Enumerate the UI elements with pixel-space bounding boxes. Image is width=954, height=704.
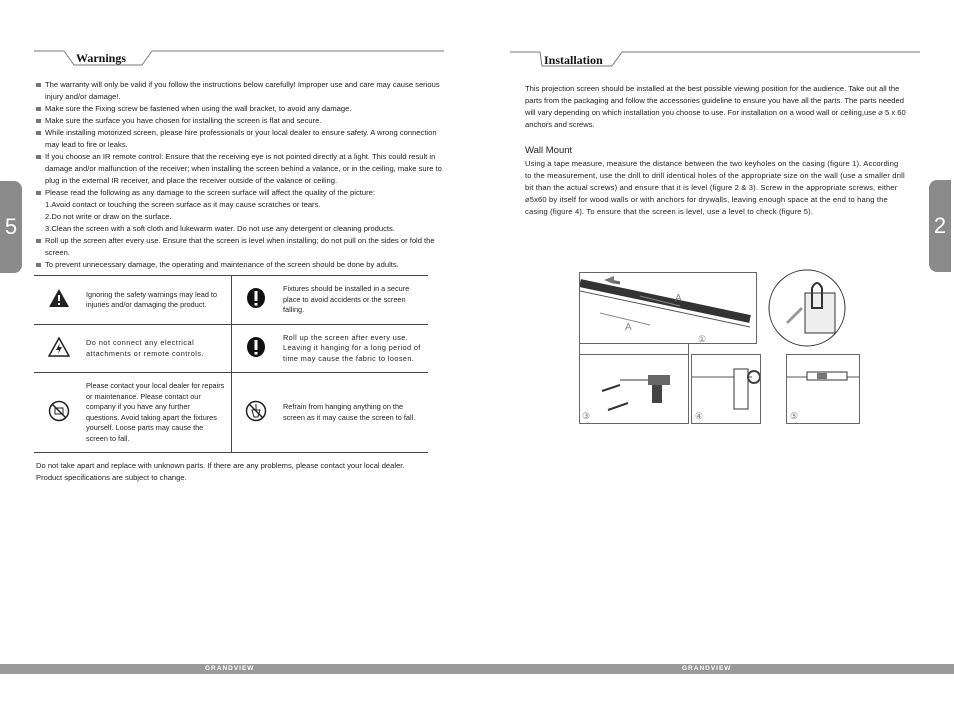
page-number-tab: 5 bbox=[0, 181, 22, 273]
table-cell: Refrain from hanging anything on the screen as it may cause the screen to fall. bbox=[281, 373, 428, 453]
dimension-label: A bbox=[625, 322, 632, 333]
warnings-list bbox=[36, 79, 448, 271]
sub-list-item: 2.Do not write or draw on the surface. bbox=[45, 212, 172, 221]
drill-illustration bbox=[580, 355, 689, 424]
table-cell: Do not connect any electrical attachments or remote controls. bbox=[84, 325, 231, 373]
bullet-icon bbox=[36, 107, 41, 111]
bullet-icon bbox=[36, 263, 41, 267]
no-disassembly-icon bbox=[34, 373, 84, 453]
casing-illustration bbox=[580, 273, 757, 344]
exclamation-circle-icon bbox=[231, 276, 281, 325]
safety-icons-table bbox=[34, 275, 428, 453]
table-row bbox=[34, 276, 428, 325]
page-number-tab: 2 bbox=[929, 180, 951, 272]
section-title: Warnings bbox=[76, 51, 127, 65]
right-page bbox=[477, 0, 954, 704]
list-item: To prevent unnecessary damage, the operating and maintenance of the screen should be done by adults. bbox=[36, 259, 448, 271]
figure-number: ④ bbox=[695, 411, 704, 421]
intro-paragraph: This projection screen should be installed at the best possible viewing position for the audience. Take out all the parts from the packaging and follow the accessories guideline to ensure you have all the parts. The parts needed will vary depending on which installation you choose to use. For installation on a wood wall or ceiling,use ⌀ 5 x 60 anchors and screws. bbox=[525, 84, 906, 129]
figure-number: ③ bbox=[582, 411, 591, 421]
warning-triangle-icon bbox=[34, 276, 84, 325]
table-row bbox=[34, 325, 428, 373]
figure-number: ⑤ bbox=[790, 411, 799, 421]
electrical-hazard-icon bbox=[34, 325, 84, 373]
figure-3-screws-drill bbox=[579, 354, 689, 424]
installation-section-header bbox=[510, 49, 920, 69]
figure-1-casing-measurement bbox=[579, 272, 757, 344]
list-item: Please read the following as any damage to the screen surface will affect the quality of the picture: bbox=[36, 187, 448, 199]
brand-logo: GRANDVIEW bbox=[682, 665, 732, 672]
keyhole-detail-zoom bbox=[757, 268, 867, 348]
sub-list-item: 1.Avoid contact or touching the screen surface as it may cause scratches or tears. bbox=[45, 200, 321, 209]
bullet-icon bbox=[36, 191, 41, 195]
dimension-label: A bbox=[675, 293, 682, 304]
bullet-icon bbox=[36, 155, 41, 159]
table-cell: Roll up the screen after every use. Leaving it hanging for a long period of time may cause the fabric to loosen. bbox=[281, 325, 428, 373]
table-row bbox=[34, 373, 428, 453]
list-item: Make sure the Fixing screw be fastened when using the wall bracket, to avoid any damage. bbox=[36, 103, 448, 115]
wall-mount-heading: Wall Mount bbox=[525, 145, 573, 156]
figure-5-level-check bbox=[786, 354, 860, 424]
figure-number: ① bbox=[698, 334, 707, 344]
no-hanging-icon bbox=[231, 373, 281, 453]
table-cell: Ignoring the safety warnings may lead to injuries and/or damaging the product. bbox=[84, 276, 231, 325]
bullet-icon bbox=[36, 83, 41, 87]
list-item: The warranty will only be valid if you follow the instructions below carefully! Improper use and care may cause serious injury and/or damage!. bbox=[36, 79, 448, 103]
list-item: Make sure the surface you have chosen for installing the screen is flat and secure. bbox=[36, 115, 448, 127]
wall-mount-paragraph: Using a tape measure, measure the distance between the two keyholes on the casing (figure 1). According to the measurement, use the drill to drill identical holes of the appropriate size on the wall (use a smaller drill bit than the actual screws) and ensure that it is level (figure 2 & 3). Screw in the appropriate screws, either ⌀5x60 by itself for wood walls or with anchors for drywalls, leaving enough space at the end to hang the casing (figure 4). To ensure that the screen is level, use a level to check (figure 5). bbox=[525, 159, 905, 216]
list-item: While installing motorized screen, please hire professionals or your local dealer to ensure safety. A wrong connection may lead to fire or leaks. bbox=[36, 127, 448, 151]
bullet-icon bbox=[36, 119, 41, 123]
table-cell: Please contact your local dealer for repairs or maintenance. Please contact our company if you have any further questions. Avoid taking apart the fixtures yourself. Loose parts may cause the screen to fall. bbox=[84, 373, 231, 453]
bullet-icon bbox=[36, 131, 41, 135]
figure-4-hanging-casing bbox=[691, 354, 761, 424]
table-cell: Fixtures should be installed in a secure place to avoid accidents or the screen falling. bbox=[281, 276, 428, 325]
exclamation-circle-icon bbox=[231, 325, 281, 373]
bullet-icon bbox=[36, 239, 41, 243]
sub-list-item: 3.Clean the screen with a soft cloth and lukewarm water. Do not use any detergent or cleaning products. bbox=[45, 224, 395, 233]
warnings-section-header bbox=[34, 48, 444, 68]
list-item: Roll up the screen after every use. Ensure that the screen is level when installing; do not pull on the sides or fold the screen. bbox=[36, 235, 448, 259]
brand-logo: GRANDVIEW bbox=[205, 665, 255, 672]
list-item: If you choose an IR remote control: Ensure that the receiving eye is not pointed directly at a light. This could result in damage and/or malfunction of the receiver; when installing the screen behind a valance, or in the ceiling, make sure to plug in the external IR receiver, and place the receiver outside of the valance or ceiling. bbox=[36, 151, 448, 187]
section-title: Installation bbox=[544, 53, 603, 67]
footnote: Do not take apart and replace with unknown parts. If there are any problems, please contact your local dealer. Product specifications are subject to change. bbox=[36, 461, 405, 482]
